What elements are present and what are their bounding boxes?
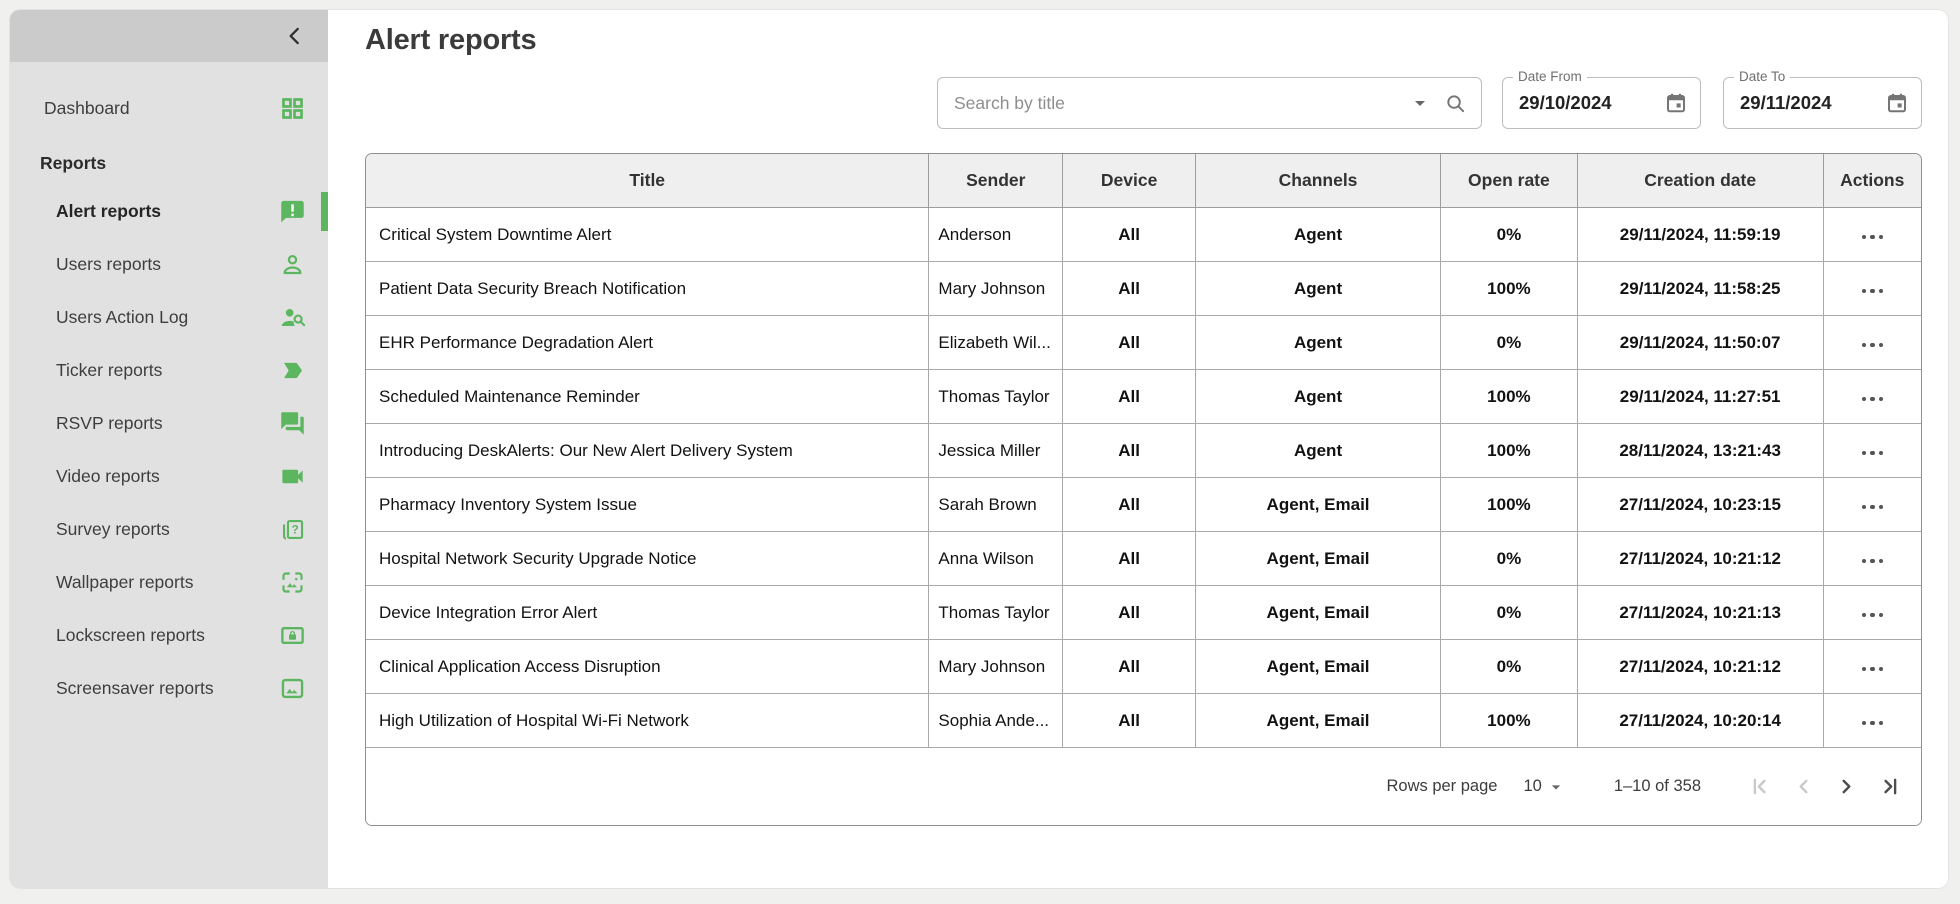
more-options-icon	[1862, 721, 1867, 726]
table-row	[366, 208, 1921, 262]
cell-title: High Utilization of Hospital Wi-Fi Network	[366, 694, 929, 748]
rows-per-page-label: Rows per page	[1386, 777, 1498, 795]
cell-actions	[1823, 532, 1921, 586]
column-header-channels: Channels	[1196, 154, 1441, 208]
person-search-icon	[279, 304, 306, 331]
sidebar-item-screensaver-reports[interactable]	[10, 662, 328, 715]
search-dropdown-toggle[interactable]	[1408, 91, 1444, 115]
sidebar	[10, 10, 328, 888]
cell-device: All	[1063, 586, 1196, 640]
rows-per-page-select[interactable]	[1523, 775, 1565, 799]
cell-device: All	[1063, 640, 1196, 694]
sidebar-item-label: Screensaver reports	[56, 678, 214, 698]
column-header-sender: Sender	[929, 154, 1063, 208]
alert-bubble-icon	[279, 198, 306, 225]
cell-actions	[1823, 208, 1921, 262]
search-submit[interactable]	[1444, 92, 1467, 115]
sidebar-nav	[10, 62, 328, 715]
sidebar-item-alert-reports[interactable]	[10, 185, 328, 238]
cell-sender: Sarah Brown	[929, 478, 1063, 532]
row-actions-button[interactable]	[1854, 445, 1892, 462]
calendar-icon[interactable]	[1664, 91, 1688, 115]
cell-open-rate: 100%	[1440, 694, 1577, 748]
cell-creation-date: 27/11/2024, 10:23:15	[1577, 478, 1823, 532]
chevron-left-icon	[282, 23, 308, 49]
more-options-icon	[1862, 559, 1867, 564]
cell-sender: Thomas Taylor	[929, 586, 1063, 640]
cell-creation-date: 29/11/2024, 11:27:51	[1577, 370, 1823, 424]
date-from-value: 29/10/2024	[1519, 92, 1612, 113]
cell-title: Critical System Downtime Alert	[366, 208, 929, 262]
cell-title: EHR Performance Degradation Alert	[366, 316, 929, 370]
cell-creation-date: 29/11/2024, 11:59:19	[1577, 208, 1823, 262]
cell-creation-date: 27/11/2024, 10:21:12	[1577, 640, 1823, 694]
screensaver-image-icon	[279, 675, 306, 702]
cell-sender: Anderson	[929, 208, 1063, 262]
cell-sender: Mary Johnson	[929, 640, 1063, 694]
cell-device: All	[1063, 316, 1196, 370]
chat-bubbles-icon	[279, 410, 306, 437]
search-input[interactable]	[952, 92, 1408, 115]
more-options-icon	[1862, 343, 1867, 348]
row-actions-button[interactable]	[1854, 283, 1892, 300]
table-row	[366, 586, 1921, 640]
sidebar-section-header	[10, 141, 328, 185]
column-header-actions: Actions	[1823, 154, 1921, 208]
sidebar-item-label: Video reports	[56, 466, 160, 486]
video-camera-icon	[279, 463, 306, 490]
cell-channels: Agent, Email	[1196, 532, 1441, 586]
page-title: Alert reports	[365, 24, 537, 56]
search-icon	[1444, 92, 1467, 115]
cell-title: Clinical Application Access Disruption	[366, 640, 929, 694]
sidebar-item-users-action-log[interactable]	[10, 291, 328, 344]
sidebar-item-label: Survey reports	[56, 519, 170, 539]
cell-sender: Elizabeth Wil...	[929, 316, 1063, 370]
sidebar-collapse-button[interactable]	[280, 21, 310, 51]
sidebar-item-label: Lockscreen reports	[56, 625, 205, 645]
cell-open-rate: 0%	[1440, 316, 1577, 370]
calendar-icon[interactable]	[1885, 91, 1909, 115]
last-page-icon	[1876, 773, 1903, 800]
table-row	[366, 370, 1921, 424]
person-icon	[279, 251, 306, 278]
column-header-creation-date: Creation date	[1577, 154, 1823, 208]
cell-sender: Anna Wilson	[929, 532, 1063, 586]
row-actions-button[interactable]	[1854, 553, 1892, 570]
cell-actions	[1823, 694, 1921, 748]
more-options-icon	[1862, 613, 1867, 618]
lockscreen-lock-icon	[279, 622, 306, 649]
cell-device: All	[1063, 262, 1196, 316]
more-options-icon	[1862, 289, 1867, 294]
date-to-value: 29/11/2024	[1740, 92, 1832, 113]
table-row	[366, 694, 1921, 748]
cell-sender: Jessica Miller	[929, 424, 1063, 478]
table-body	[366, 208, 1921, 748]
table-row	[366, 532, 1921, 586]
row-actions-button[interactable]	[1854, 337, 1892, 354]
cell-device: All	[1063, 208, 1196, 262]
cell-creation-date: 27/11/2024, 10:20:14	[1577, 694, 1823, 748]
cell-channels: Agent, Email	[1196, 478, 1441, 532]
sidebar-item-users-reports[interactable]	[10, 238, 328, 291]
column-header-device: Device	[1063, 154, 1196, 208]
more-options-icon	[1862, 235, 1867, 240]
table-row	[366, 262, 1921, 316]
sidebar-item-label: Users reports	[56, 254, 162, 274]
sidebar-item-label: Dashboard	[44, 98, 130, 118]
cell-title: Pharmacy Inventory System Issue	[366, 478, 929, 532]
cell-open-rate: 0%	[1440, 208, 1577, 262]
cell-channels: Agent	[1196, 424, 1441, 478]
filters-bar	[365, 69, 1922, 129]
first-page-icon	[1747, 773, 1774, 800]
more-options-icon	[1862, 397, 1867, 402]
cell-title: Hospital Network Security Upgrade Notice	[366, 532, 929, 586]
cell-open-rate: 100%	[1440, 262, 1577, 316]
cell-sender: Thomas Taylor	[929, 370, 1063, 424]
column-header-open-rate: Open rate	[1440, 154, 1577, 208]
date-to-field[interactable]	[1723, 69, 1922, 129]
survey-question-icon	[279, 516, 306, 543]
cell-creation-date: 28/11/2024, 13:21:43	[1577, 424, 1823, 478]
sidebar-item-video-reports[interactable]	[10, 450, 328, 503]
sidebar-item-ticker-reports[interactable]	[10, 344, 328, 397]
sidebar-item-label: Users Action Log	[56, 307, 189, 327]
sidebar-item-lockscreen-reports[interactable]	[10, 609, 328, 662]
wallpaper-image-icon	[279, 569, 306, 596]
cell-actions	[1823, 424, 1921, 478]
main-content	[328, 10, 1948, 888]
cell-device: All	[1063, 694, 1196, 748]
reports-table	[366, 154, 1921, 747]
date-from-field[interactable]	[1502, 69, 1701, 129]
cell-device: All	[1063, 424, 1196, 478]
dashboard-grid-icon	[279, 95, 306, 122]
sidebar-item-dashboard[interactable]	[10, 82, 328, 135]
sidebar-item-label: RSVP reports	[56, 413, 163, 433]
column-header-title: Title	[366, 154, 929, 208]
cell-title: Scheduled Maintenance Reminder	[366, 370, 929, 424]
cell-creation-date: 29/11/2024, 11:50:07	[1577, 316, 1823, 370]
previous-page-button[interactable]	[1790, 773, 1817, 800]
more-options-icon	[1862, 505, 1867, 510]
table-row	[366, 478, 1921, 532]
cell-creation-date: 27/11/2024, 10:21:12	[1577, 532, 1823, 586]
cell-sender: Sophia Ande...	[929, 694, 1063, 748]
cell-channels: Agent, Email	[1196, 694, 1441, 748]
cell-open-rate: 0%	[1440, 532, 1577, 586]
cell-actions	[1823, 262, 1921, 316]
pagination-range: 1–10 of 358	[1613, 777, 1701, 795]
first-page-button[interactable]	[1747, 773, 1774, 800]
cell-actions	[1823, 316, 1921, 370]
cell-channels: Agent	[1196, 208, 1441, 262]
cell-actions	[1823, 640, 1921, 694]
cell-channels: Agent, Email	[1196, 586, 1441, 640]
cell-actions	[1823, 478, 1921, 532]
date-to-label: Date To	[1734, 69, 1790, 84]
cell-channels: Agent	[1196, 316, 1441, 370]
row-actions-button[interactable]	[1854, 715, 1892, 732]
search-box	[937, 77, 1482, 129]
rows-per-page-value: 10	[1523, 777, 1542, 795]
row-actions-button[interactable]	[1854, 607, 1892, 624]
table-footer	[366, 747, 1921, 825]
cell-open-rate: 0%	[1440, 640, 1577, 694]
sidebar-item-label: Ticker reports	[56, 360, 163, 380]
table-row	[366, 424, 1921, 478]
table-row	[366, 316, 1921, 370]
pagination-controls	[1731, 773, 1903, 800]
chevron-left-icon	[1790, 773, 1817, 800]
cell-device: All	[1063, 478, 1196, 532]
sidebar-item-survey-reports[interactable]	[10, 503, 328, 556]
cell-open-rate: 0%	[1440, 586, 1577, 640]
table-row	[366, 640, 1921, 694]
cell-actions	[1823, 370, 1921, 424]
chevron-right-icon	[1833, 773, 1860, 800]
cell-actions	[1823, 586, 1921, 640]
cell-channels: Agent, Email	[1196, 640, 1441, 694]
sidebar-section-label: Reports	[40, 152, 107, 173]
sidebar-header	[10, 10, 328, 62]
active-indicator-bar	[321, 192, 328, 231]
ticker-arrow-icon	[279, 357, 306, 384]
cell-channels: Agent	[1196, 262, 1441, 316]
cell-title: Patient Data Security Breach Notification	[366, 262, 929, 316]
app-window	[10, 10, 1948, 888]
row-actions-button[interactable]	[1854, 391, 1892, 408]
cell-sender: Mary Johnson	[929, 262, 1063, 316]
cell-title: Device Integration Error Alert	[366, 586, 929, 640]
caret-down-icon	[1546, 777, 1566, 797]
table-header-row	[366, 154, 1921, 208]
sidebar-item-rsvp-reports[interactable]	[10, 397, 328, 450]
more-options-icon	[1862, 451, 1867, 456]
date-from-label: Date From	[1513, 69, 1587, 84]
caret-down-icon	[1408, 91, 1432, 115]
next-page-button[interactable]	[1833, 773, 1860, 800]
row-actions-button[interactable]	[1854, 499, 1892, 516]
cell-device: All	[1063, 532, 1196, 586]
cell-creation-date: 29/11/2024, 11:58:25	[1577, 262, 1823, 316]
cell-open-rate: 100%	[1440, 370, 1577, 424]
last-page-button[interactable]	[1876, 773, 1903, 800]
reports-table-card	[365, 153, 1922, 826]
row-actions-button[interactable]	[1854, 661, 1892, 678]
cell-open-rate: 100%	[1440, 478, 1577, 532]
sidebar-item-label: Wallpaper reports	[56, 572, 194, 592]
sidebar-item-label: Alert reports	[56, 201, 162, 221]
cell-creation-date: 27/11/2024, 10:21:13	[1577, 586, 1823, 640]
sidebar-item-wallpaper-reports[interactable]	[10, 556, 328, 609]
row-actions-button[interactable]	[1854, 229, 1892, 246]
cell-channels: Agent	[1196, 370, 1441, 424]
cell-open-rate: 100%	[1440, 424, 1577, 478]
cell-title: Introducing DeskAlerts: Our New Alert Delivery System	[366, 424, 929, 478]
cell-device: All	[1063, 370, 1196, 424]
more-options-icon	[1862, 667, 1867, 672]
